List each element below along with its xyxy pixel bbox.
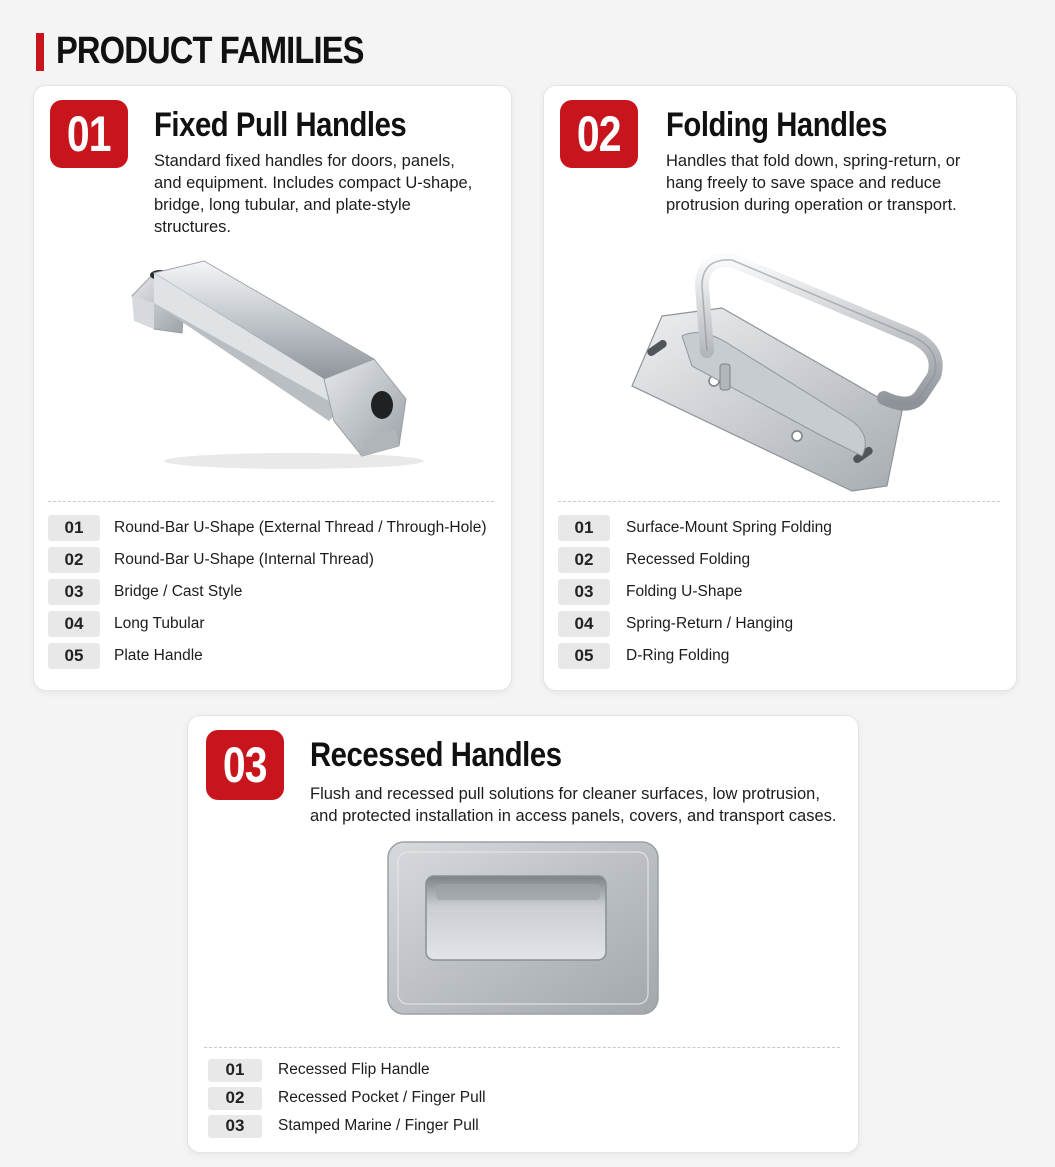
list-item-label: Round-Bar U-Shape (External Thread / Through-Hole) bbox=[114, 519, 487, 536]
page-title bbox=[36, 30, 414, 73]
list-item-label: Bridge / Cast Style bbox=[114, 583, 243, 600]
section-divider bbox=[48, 501, 494, 502]
list-item-number: 01 bbox=[558, 515, 610, 541]
subtype-list bbox=[558, 512, 832, 672]
family-card-folding bbox=[544, 86, 1016, 690]
page-title-text: PRODUCT FAMILIES bbox=[56, 30, 364, 72]
subtype-list bbox=[48, 512, 486, 672]
list-item-label: Surface-Mount Spring Folding bbox=[626, 519, 832, 536]
list-item-label: Round-Bar U-Shape (Internal Thread) bbox=[114, 551, 374, 568]
list-item-label: Recessed Pocket / Finger Pull bbox=[278, 1089, 486, 1106]
list-item-label: Plate Handle bbox=[114, 647, 203, 664]
list-item bbox=[48, 512, 486, 544]
family-description: Handles that fold down, spring-return, or hang freely to save space and reduce protrusion during operation or transport. bbox=[666, 152, 961, 214]
list-item-number: 02 bbox=[208, 1087, 262, 1110]
list-item bbox=[558, 640, 832, 672]
list-item-number: 03 bbox=[208, 1115, 262, 1138]
family-number-badge: 03 bbox=[206, 730, 284, 800]
list-item-number: 01 bbox=[208, 1059, 262, 1082]
list-item bbox=[208, 1084, 486, 1112]
list-item bbox=[48, 576, 486, 608]
list-item bbox=[208, 1056, 486, 1084]
list-item-label: Spring-Return / Hanging bbox=[626, 615, 794, 632]
family-card-fixed-pull bbox=[34, 86, 511, 690]
section-divider bbox=[558, 501, 1000, 502]
recessed-handle-image bbox=[384, 838, 664, 1020]
list-item-label: Recessed Folding bbox=[626, 551, 751, 568]
list-item-label: Long Tubular bbox=[114, 615, 205, 632]
list-item bbox=[208, 1112, 486, 1140]
family-title: Fixed Pull Handles bbox=[154, 106, 407, 144]
list-item-label: Recessed Flip Handle bbox=[278, 1061, 430, 1078]
list-item bbox=[48, 608, 486, 640]
list-item-number: 05 bbox=[558, 643, 610, 669]
list-item-number: 03 bbox=[48, 579, 100, 605]
family-number-badge: 01 bbox=[50, 100, 128, 168]
list-item-label: Stamped Marine / Finger Pull bbox=[278, 1117, 479, 1134]
section-divider bbox=[204, 1047, 840, 1048]
family-title: Recessed Handles bbox=[310, 736, 562, 774]
list-item bbox=[558, 544, 832, 576]
list-item bbox=[558, 512, 832, 544]
list-item-number: 04 bbox=[48, 611, 100, 637]
list-item-label: D-Ring Folding bbox=[626, 647, 730, 664]
fixed-pull-handle-image bbox=[124, 251, 424, 471]
list-item-label: Folding U-Shape bbox=[626, 583, 743, 600]
folding-handle-image bbox=[622, 246, 952, 496]
list-item-number: 01 bbox=[48, 515, 100, 541]
family-number-badge: 02 bbox=[560, 100, 638, 168]
family-description: Standard fixed handles for doors, panels, and equipment. Includes compact U-shape, bridge, long tubular, and plate-style structures. bbox=[154, 152, 473, 236]
family-description: Flush and recessed pull solutions for cleaner surfaces, low protrusion, and protected installation in access panels, covers, and transport cases. bbox=[310, 785, 837, 825]
list-item-number: 04 bbox=[558, 611, 610, 637]
list-item bbox=[48, 640, 486, 672]
list-item bbox=[558, 576, 832, 608]
list-item-number: 05 bbox=[48, 643, 100, 669]
family-card-recessed bbox=[188, 716, 858, 1152]
family-title: Folding Handles bbox=[666, 106, 887, 144]
title-accent-bar bbox=[36, 33, 44, 71]
list-item-number: 03 bbox=[558, 579, 610, 605]
subtype-list bbox=[208, 1056, 486, 1140]
list-item-number: 02 bbox=[48, 547, 100, 573]
list-item bbox=[558, 608, 832, 640]
list-item-number: 02 bbox=[558, 547, 610, 573]
list-item bbox=[48, 544, 486, 576]
